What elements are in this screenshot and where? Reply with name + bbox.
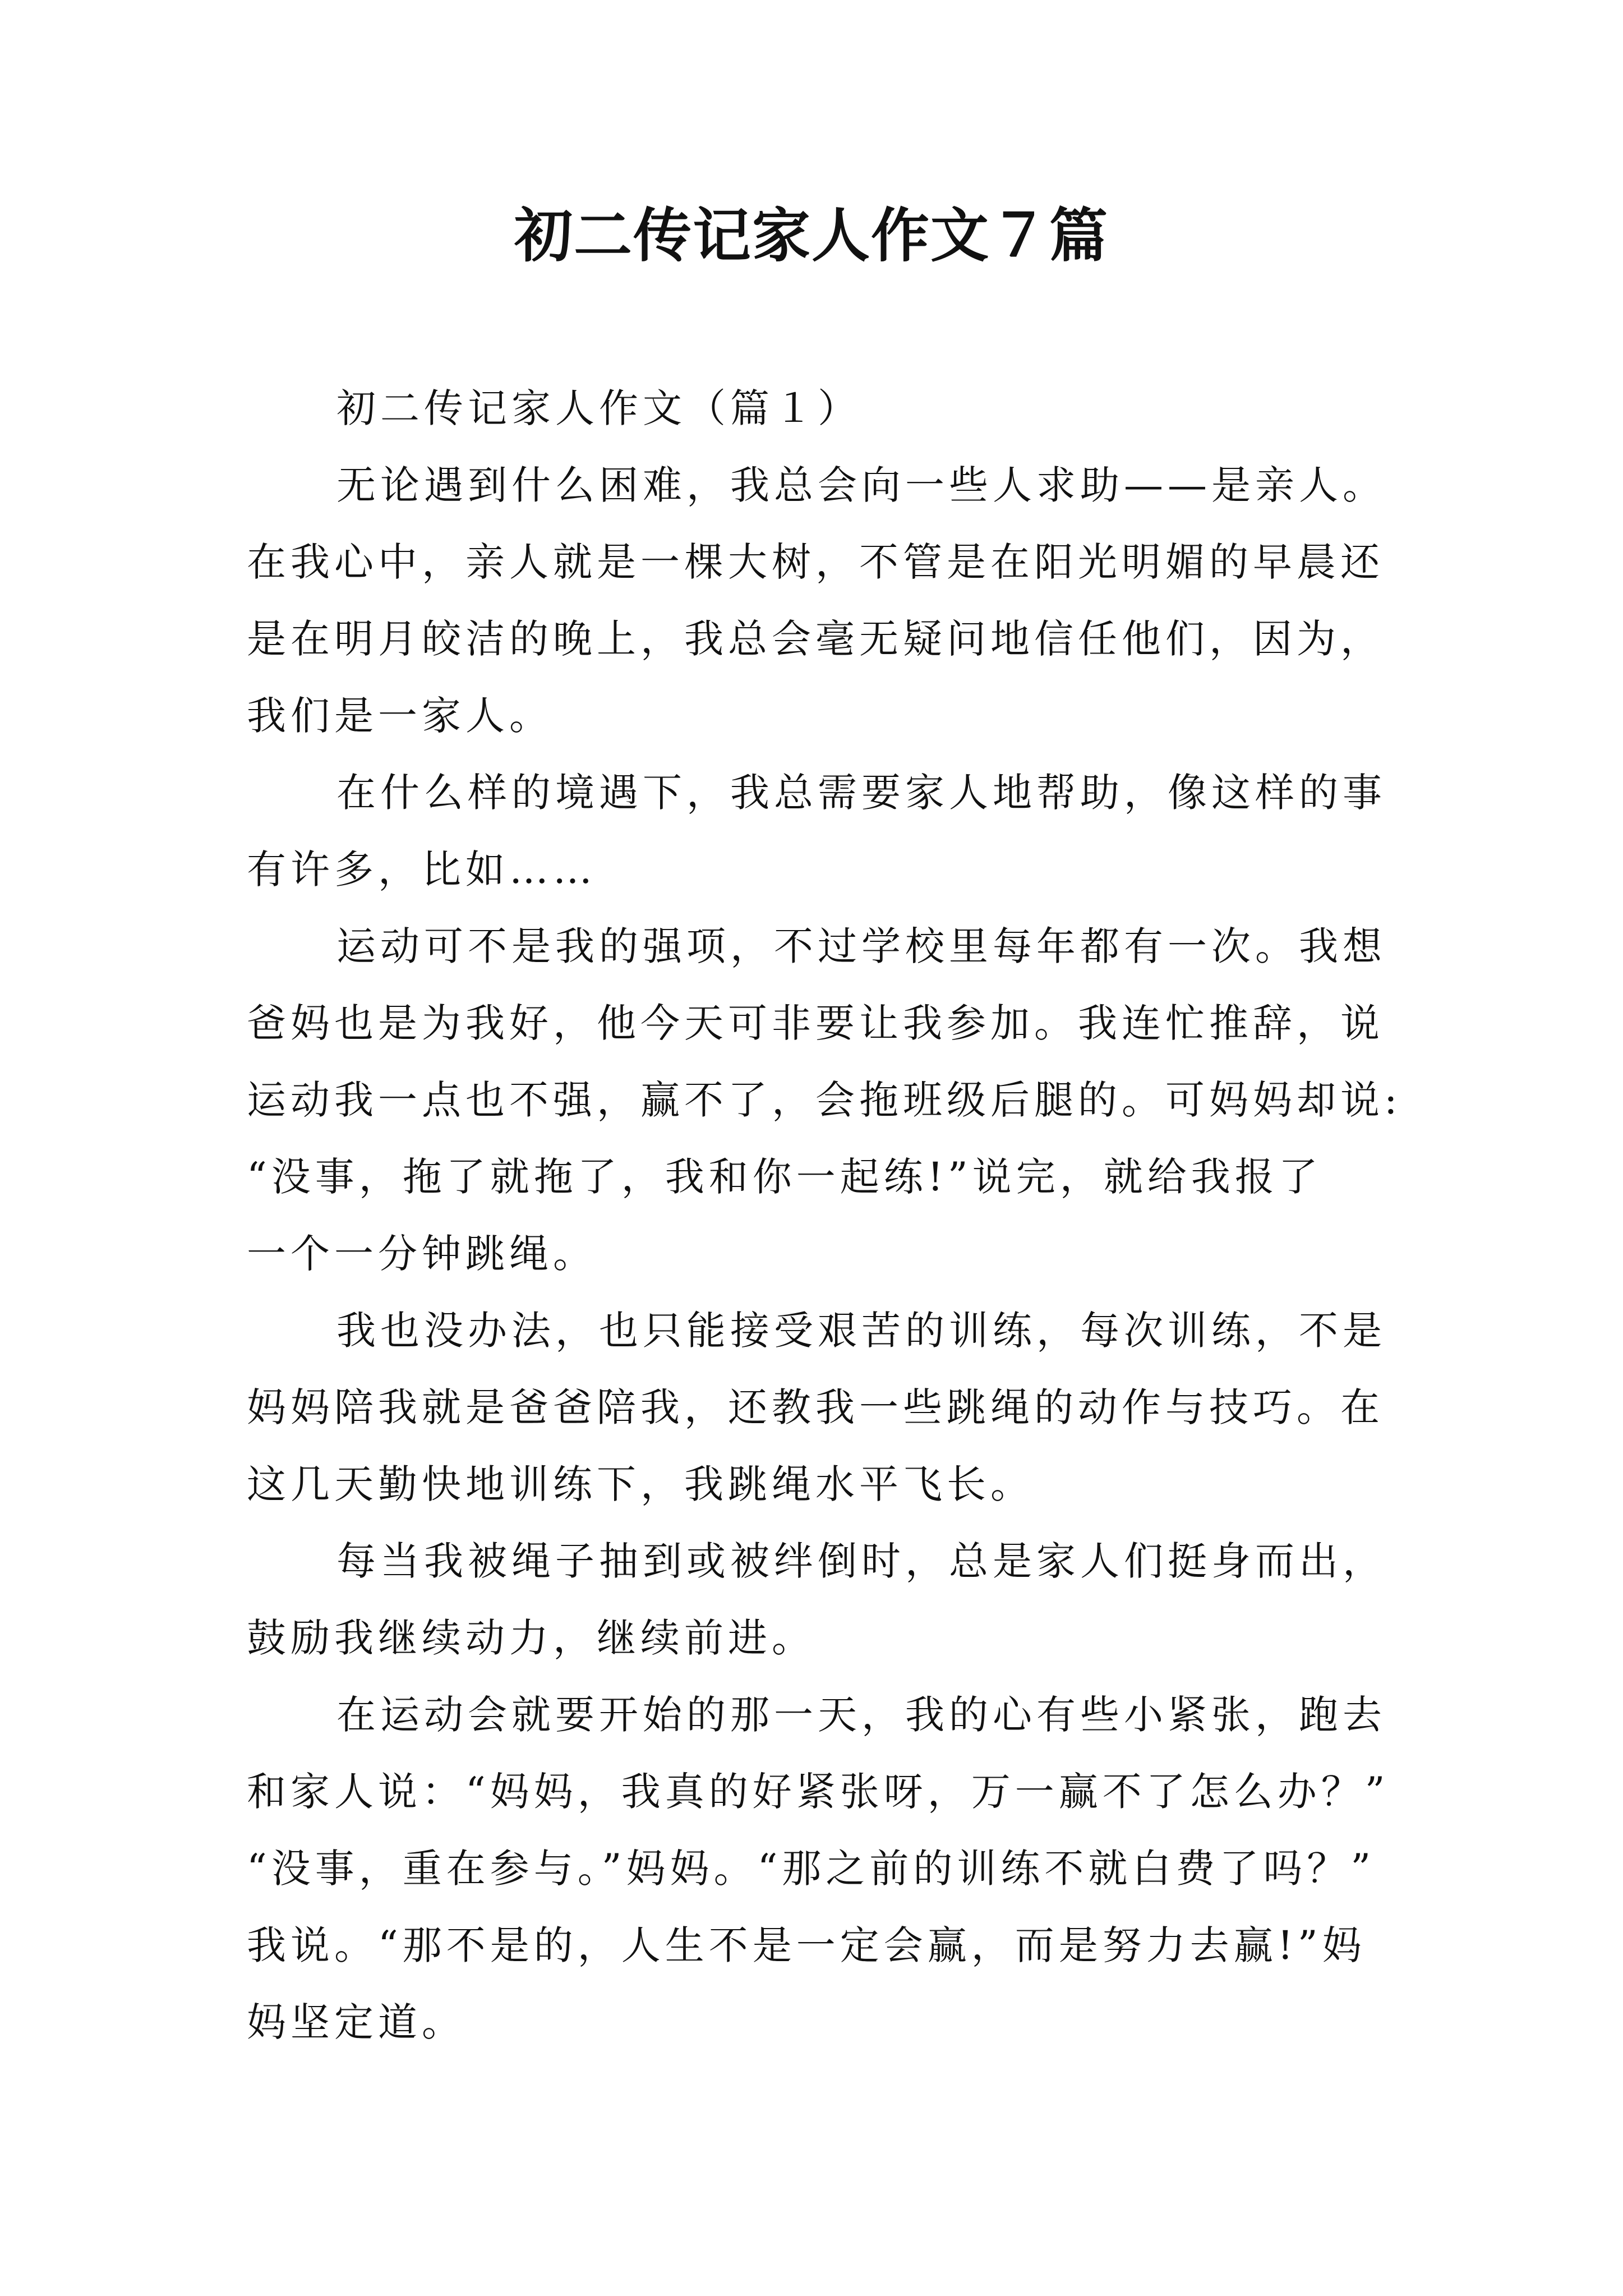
paragraph-line: 在我心中，亲人就是一棵大树，不管是在阳光明媚的早晨还 — [247, 539, 1384, 585]
document-title: 初二传记家人作文７篇 — [514, 201, 1109, 270]
paragraph-1 — [247, 447, 1453, 754]
paragraph-line: 每当我被绳子抽到或被绊倒时，总是家人们挺身而出， — [336, 1538, 1386, 1584]
paragraph-line: 运动可不是我的强项，不过学校里每年都有一次。我想 — [336, 923, 1386, 969]
paragraph-line: 妈妈陪我就是爸爸陪我，还教我一些跳绳的动作与技巧。在 — [247, 1384, 1384, 1430]
paragraph-4 — [247, 1292, 1453, 1523]
paragraph-line: 有许多，比如…… — [247, 846, 597, 892]
paragraph-line: 妈坚定道。 — [247, 1999, 465, 2045]
paragraph-line: 一个一分钟跳绳。 — [247, 1231, 597, 1277]
paragraph-line: 爸妈也是为我好，他今天可非要让我参加。我连忙推辞，说 — [247, 1000, 1384, 1046]
paragraph-line: 运动我一点也不强，赢不了，会拖班级后腿的。可妈妈却说: — [247, 1077, 1402, 1123]
paragraph-line: 无论遇到什么困难，我总会向一些人求助——是亲人。 — [336, 462, 1386, 508]
paragraph-line: 在运动会就要开始的那一天，我的心有些小紧张，跑去 — [336, 1692, 1386, 1738]
paragraph-line: “没事，重在参与。”妈妈。“那之前的训练不就白费了吗？” — [247, 1846, 1376, 1892]
paragraph-5 — [247, 1523, 1453, 1677]
section-heading — [247, 370, 1453, 447]
paragraph-line: “没事，拖了就拖了，我和你一起练!”说完，就给我报了 — [247, 1154, 1322, 1200]
paragraph-line: 在什么样的境遇下，我总需要家人地帮助，像这样的事 — [336, 770, 1386, 816]
paragraph-line: 这几天勤快地训练下，我跳绳水平飞长。 — [247, 1461, 1034, 1507]
paragraph-2 — [247, 754, 1453, 908]
paragraph-6 — [247, 1677, 1453, 2061]
paragraph-line: 我说。“那不是的，人生不是一定会赢，而是努力去赢!”妈 — [247, 1922, 1366, 1968]
section-heading-text: 初二传记家人作文（篇１） — [336, 385, 861, 431]
paragraph-line: 我也没办法，也只能接受艰苦的训练，每次训练，不是 — [336, 1308, 1386, 1354]
paragraph-line: 和家人说：“妈妈，我真的好紧张呀，万一赢不了怎么办？” — [247, 1769, 1390, 1815]
paragraph-3 — [247, 908, 1453, 1292]
paragraph-line: 是在明月皎洁的晚上，我总会毫无疑问地信任他们，因为， — [247, 616, 1384, 662]
paragraph-line: 我们是一家人。 — [247, 693, 553, 739]
document-body — [247, 370, 1453, 2061]
paragraph-line: 鼓励我继续动力，继续前进。 — [247, 1615, 815, 1661]
